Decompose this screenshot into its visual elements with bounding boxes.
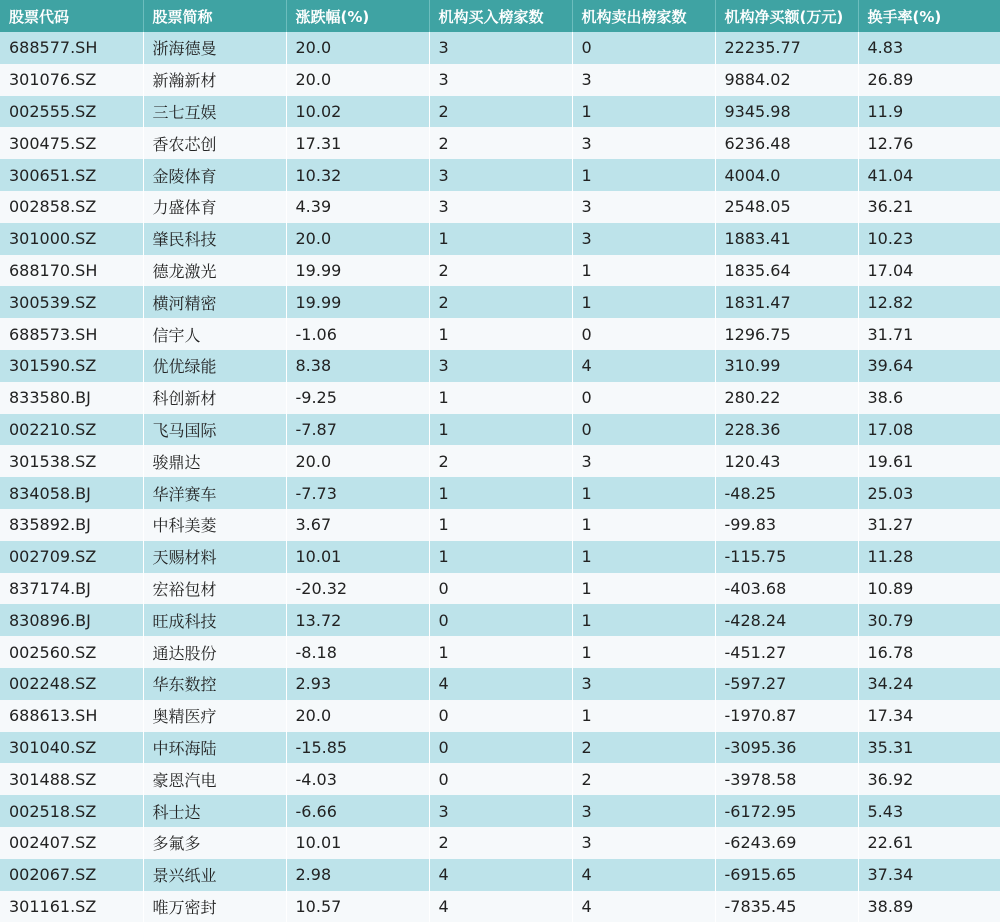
column-header-stock-name: 股票简称 (143, 0, 286, 32)
cell-inst-buy-count: 3 (429, 795, 572, 827)
cell-inst-buy-count: 1 (429, 541, 572, 573)
cell-inst-buy-count: 2 (429, 96, 572, 128)
cell-turnover-rate: 35.31 (867, 737, 914, 757)
cell-inst-net-buy: 9345.98 (715, 96, 858, 128)
cell-turnover-rate: 36.21 (867, 197, 914, 217)
cell-stock-name: 横河精密 (143, 286, 286, 318)
table-row (0, 509, 1000, 541)
cell-turnover-rate: 38.89 (867, 896, 914, 916)
cell-inst-sell-count: 1 (572, 159, 715, 191)
table-row (0, 382, 1000, 414)
cell-change-pct: 19.99 (286, 286, 429, 318)
cell-stock-name: 景兴纸业 (143, 859, 286, 891)
table-row (0, 96, 1000, 128)
column-header-change-pct: 涨跌幅(%) (286, 0, 429, 32)
cell-turnover-rate: 41.04 (867, 165, 914, 185)
table-body (0, 32, 1000, 922)
cell-change-pct: -6.66 (286, 795, 429, 827)
cell-stock-name: 科士达 (143, 795, 286, 827)
cell-inst-sell-count: 3 (572, 445, 715, 477)
cell-stock-name: 华洋赛车 (143, 477, 286, 509)
cell-stock-code: 834058.BJ (0, 477, 143, 509)
cell-change-pct: -15.85 (286, 732, 429, 764)
cell-change-pct: 20.0 (286, 223, 429, 255)
cell-stock-code: 301538.SZ (0, 445, 143, 477)
table-row (0, 32, 1000, 64)
cell-change-pct: 2.93 (286, 668, 429, 700)
cell-inst-buy-count: 3 (429, 159, 572, 191)
cell-change-pct: 20.0 (286, 32, 429, 64)
cell-turnover-rate: 11.9 (867, 101, 904, 121)
table-row (0, 255, 1000, 287)
cell-stock-name: 中科美菱 (143, 509, 286, 541)
cell-change-pct: -7.87 (286, 414, 429, 446)
cell-turnover-rate: 38.6 (867, 388, 904, 408)
table-row (0, 414, 1000, 446)
cell-inst-buy-count: 0 (429, 573, 572, 605)
cell-inst-net-buy: -451.27 (715, 636, 858, 668)
cell-change-pct: 4.39 (286, 191, 429, 223)
cell-stock-name: 浙海德曼 (143, 32, 286, 64)
cell-inst-buy-count: 0 (429, 604, 572, 636)
cell-change-pct: -9.25 (286, 382, 429, 414)
cell-inst-sell-count: 1 (572, 541, 715, 573)
cell-inst-net-buy: -7835.45 (715, 891, 858, 922)
cell-stock-name: 香农芯创 (143, 127, 286, 159)
cell-inst-net-buy: 228.36 (715, 414, 858, 446)
cell-stock-name: 新瀚新材 (143, 64, 286, 96)
cell-turnover-rate: 4.83 (867, 38, 904, 58)
cell-turnover-rate: 19.61 (867, 451, 914, 471)
cell-change-pct: -20.32 (286, 573, 429, 605)
cell-inst-buy-count: 3 (429, 350, 572, 382)
cell-stock-name: 科创新材 (143, 382, 286, 414)
table-row (0, 64, 1000, 96)
cell-stock-name: 信宇人 (143, 318, 286, 350)
cell-inst-sell-count: 4 (572, 350, 715, 382)
cell-inst-sell-count: 1 (572, 96, 715, 128)
cell-inst-sell-count: 0 (572, 32, 715, 64)
cell-change-pct: 10.57 (286, 891, 429, 922)
table-row (0, 636, 1000, 668)
cell-stock-code: 688577.SH (0, 32, 143, 64)
table-row (0, 286, 1000, 318)
cell-turnover-rate: 26.89 (867, 70, 914, 90)
cell-inst-buy-count: 2 (429, 286, 572, 318)
cell-stock-name: 金陵体育 (143, 159, 286, 191)
cell-inst-buy-count: 1 (429, 223, 572, 255)
column-header-stock-code: 股票代码 (0, 0, 143, 32)
cell-turnover-rate: 17.08 (867, 419, 914, 439)
cell-turnover-rate: 39.64 (867, 356, 914, 376)
cell-inst-net-buy: -6243.69 (715, 827, 858, 859)
cell-stock-code: 688170.SH (0, 255, 143, 287)
cell-inst-buy-count: 0 (429, 700, 572, 732)
cell-stock-code: 301076.SZ (0, 64, 143, 96)
cell-turnover-rate: 22.61 (867, 833, 914, 853)
cell-turnover-rate: 36.92 (867, 769, 914, 789)
cell-turnover-rate: 10.89 (867, 578, 914, 598)
cell-stock-code: 300539.SZ (0, 286, 143, 318)
cell-inst-net-buy: 4004.0 (715, 159, 858, 191)
cell-inst-net-buy: 1296.75 (715, 318, 858, 350)
cell-turnover-rate: 12.82 (867, 292, 914, 312)
cell-inst-buy-count: 4 (429, 859, 572, 891)
cell-turnover-rate: 10.23 (867, 229, 914, 249)
cell-change-pct: 20.0 (286, 700, 429, 732)
cell-change-pct: 3.67 (286, 509, 429, 541)
cell-inst-net-buy: 6236.48 (715, 127, 858, 159)
cell-inst-net-buy: -48.25 (715, 477, 858, 509)
cell-change-pct: 10.01 (286, 827, 429, 859)
cell-stock-name: 华东数控 (143, 668, 286, 700)
table-row (0, 763, 1000, 795)
cell-stock-code: 301488.SZ (0, 763, 143, 795)
cell-stock-code: 837174.BJ (0, 573, 143, 605)
cell-turnover-rate: 5.43 (867, 801, 904, 821)
cell-stock-code: 688573.SH (0, 318, 143, 350)
cell-turnover-rate: 11.28 (867, 547, 914, 567)
cell-inst-sell-count: 1 (572, 700, 715, 732)
table-row (0, 827, 1000, 859)
cell-stock-code: 301590.SZ (0, 350, 143, 382)
table-row (0, 795, 1000, 827)
cell-turnover-rate: 12.76 (867, 133, 914, 153)
cell-turnover-rate: 25.03 (867, 483, 914, 503)
cell-stock-code: 833580.BJ (0, 382, 143, 414)
header-row (0, 0, 1000, 32)
cell-stock-code: 300651.SZ (0, 159, 143, 191)
cell-change-pct: 10.02 (286, 96, 429, 128)
cell-inst-sell-count: 3 (572, 795, 715, 827)
cell-inst-sell-count: 4 (572, 891, 715, 922)
cell-stock-code: 002210.SZ (0, 414, 143, 446)
cell-inst-buy-count: 2 (429, 255, 572, 287)
table-row (0, 732, 1000, 764)
cell-inst-sell-count: 2 (572, 763, 715, 795)
cell-inst-net-buy: 1883.41 (715, 223, 858, 255)
cell-inst-net-buy: -6915.65 (715, 859, 858, 891)
cell-inst-sell-count: 3 (572, 191, 715, 223)
cell-stock-name: 德龙激光 (143, 255, 286, 287)
table-row (0, 318, 1000, 350)
cell-change-pct: 8.38 (286, 350, 429, 382)
cell-inst-net-buy: -597.27 (715, 668, 858, 700)
cell-turnover-rate: 17.04 (867, 260, 914, 280)
cell-inst-buy-count: 0 (429, 732, 572, 764)
cell-inst-buy-count: 3 (429, 64, 572, 96)
cell-inst-buy-count: 3 (429, 191, 572, 223)
cell-inst-net-buy: -403.68 (715, 573, 858, 605)
cell-inst-net-buy: 9884.02 (715, 64, 858, 96)
cell-inst-sell-count: 3 (572, 223, 715, 255)
cell-change-pct: 10.01 (286, 541, 429, 573)
cell-inst-buy-count: 1 (429, 382, 572, 414)
cell-change-pct: -4.03 (286, 763, 429, 795)
table-row (0, 700, 1000, 732)
cell-stock-code: 002709.SZ (0, 541, 143, 573)
cell-turnover-rate: 31.27 (867, 515, 914, 535)
cell-change-pct: -7.73 (286, 477, 429, 509)
table-row (0, 127, 1000, 159)
cell-stock-name: 优优绿能 (143, 350, 286, 382)
cell-stock-code: 002518.SZ (0, 795, 143, 827)
cell-stock-name: 奥精医疗 (143, 700, 286, 732)
cell-inst-net-buy: -6172.95 (715, 795, 858, 827)
cell-stock-name: 肇民科技 (143, 223, 286, 255)
cell-inst-buy-count: 2 (429, 127, 572, 159)
cell-turnover-rate: 17.34 (867, 706, 914, 726)
cell-inst-sell-count: 1 (572, 604, 715, 636)
table-header (0, 0, 1000, 32)
cell-turnover-rate: 31.71 (867, 324, 914, 344)
cell-stock-name: 中环海陆 (143, 732, 286, 764)
table-row (0, 668, 1000, 700)
cell-change-pct: 20.0 (286, 64, 429, 96)
cell-inst-net-buy: -428.24 (715, 604, 858, 636)
cell-stock-name: 骏鼎达 (143, 445, 286, 477)
cell-change-pct: 13.72 (286, 604, 429, 636)
table-row (0, 191, 1000, 223)
table-row (0, 350, 1000, 382)
cell-inst-sell-count: 3 (572, 127, 715, 159)
cell-turnover-rate: 16.78 (867, 642, 914, 662)
cell-inst-sell-count: 0 (572, 382, 715, 414)
cell-change-pct: 17.31 (286, 127, 429, 159)
cell-change-pct: -8.18 (286, 636, 429, 668)
column-header-turnover-rate: 换手率(%) (867, 7, 942, 26)
cell-stock-name: 宏裕包材 (143, 573, 286, 605)
cell-inst-buy-count: 1 (429, 477, 572, 509)
cell-inst-sell-count: 0 (572, 414, 715, 446)
cell-stock-code: 300475.SZ (0, 127, 143, 159)
cell-inst-buy-count: 2 (429, 445, 572, 477)
cell-inst-net-buy: 1831.47 (715, 286, 858, 318)
cell-change-pct: 19.99 (286, 255, 429, 287)
cell-inst-sell-count: 1 (572, 477, 715, 509)
cell-inst-buy-count: 3 (429, 32, 572, 64)
cell-inst-sell-count: 1 (572, 573, 715, 605)
cell-stock-name: 唯万密封 (143, 891, 286, 922)
cell-inst-sell-count: 1 (572, 509, 715, 541)
cell-stock-code: 301000.SZ (0, 223, 143, 255)
cell-inst-buy-count: 0 (429, 763, 572, 795)
cell-inst-sell-count: 3 (572, 827, 715, 859)
cell-stock-name: 通达股份 (143, 636, 286, 668)
cell-turnover-rate: 30.79 (867, 610, 914, 630)
cell-inst-sell-count: 2 (572, 732, 715, 764)
cell-stock-name: 多氟多 (143, 827, 286, 859)
cell-stock-code: 002858.SZ (0, 191, 143, 223)
cell-stock-code: 830896.BJ (0, 604, 143, 636)
table-row (0, 604, 1000, 636)
cell-stock-name: 旺成科技 (143, 604, 286, 636)
cell-inst-buy-count: 1 (429, 636, 572, 668)
cell-inst-net-buy: -115.75 (715, 541, 858, 573)
cell-inst-net-buy: 2548.05 (715, 191, 858, 223)
table-row (0, 445, 1000, 477)
cell-stock-code: 688613.SH (0, 700, 143, 732)
cell-inst-sell-count: 1 (572, 636, 715, 668)
cell-inst-buy-count: 4 (429, 668, 572, 700)
column-header-inst-buy-count: 机构买入榜家数 (429, 0, 572, 32)
cell-inst-sell-count: 3 (572, 64, 715, 96)
cell-stock-name: 三七互娱 (143, 96, 286, 128)
cell-inst-net-buy: -1970.87 (715, 700, 858, 732)
table-row (0, 477, 1000, 509)
cell-inst-sell-count: 3 (572, 668, 715, 700)
cell-stock-code: 301161.SZ (0, 891, 143, 922)
cell-inst-sell-count: 1 (572, 286, 715, 318)
cell-stock-code: 002560.SZ (0, 636, 143, 668)
cell-inst-net-buy: 120.43 (715, 445, 858, 477)
cell-inst-net-buy: 22235.77 (715, 32, 858, 64)
cell-inst-sell-count: 1 (572, 255, 715, 287)
cell-turnover-rate: 34.24 (867, 674, 914, 694)
column-header-inst-net-buy: 机构净买额(万元) (715, 0, 858, 32)
table-row (0, 573, 1000, 605)
cell-stock-code: 002555.SZ (0, 96, 143, 128)
cell-inst-sell-count: 4 (572, 859, 715, 891)
table-row (0, 891, 1000, 922)
cell-inst-buy-count: 1 (429, 414, 572, 446)
cell-stock-code: 835892.BJ (0, 509, 143, 541)
cell-inst-net-buy: -3978.58 (715, 763, 858, 795)
cell-change-pct: 2.98 (286, 859, 429, 891)
cell-inst-net-buy: 1835.64 (715, 255, 858, 287)
cell-inst-buy-count: 2 (429, 827, 572, 859)
cell-turnover-rate: 37.34 (867, 865, 914, 885)
cell-stock-code: 002067.SZ (0, 859, 143, 891)
cell-change-pct: 20.0 (286, 445, 429, 477)
cell-stock-name: 飞马国际 (143, 414, 286, 446)
column-header-inst-sell-count: 机构卖出榜家数 (572, 0, 715, 32)
cell-stock-code: 301040.SZ (0, 732, 143, 764)
cell-inst-buy-count: 4 (429, 891, 572, 922)
cell-inst-buy-count: 1 (429, 318, 572, 350)
table-row (0, 859, 1000, 891)
cell-stock-name: 力盛体育 (143, 191, 286, 223)
cell-inst-net-buy: -3095.36 (715, 732, 858, 764)
cell-inst-net-buy: 310.99 (715, 350, 858, 382)
cell-inst-net-buy: -99.83 (715, 509, 858, 541)
cell-stock-name: 豪恩汽电 (143, 763, 286, 795)
cell-change-pct: -1.06 (286, 318, 429, 350)
cell-inst-net-buy: 280.22 (715, 382, 858, 414)
cell-stock-code: 002407.SZ (0, 827, 143, 859)
cell-stock-name: 天赐材料 (143, 541, 286, 573)
table-row (0, 541, 1000, 573)
cell-change-pct: 10.32 (286, 159, 429, 191)
cell-stock-code: 002248.SZ (0, 668, 143, 700)
cell-inst-buy-count: 1 (429, 509, 572, 541)
table-row (0, 223, 1000, 255)
table-row (0, 159, 1000, 191)
cell-inst-sell-count: 0 (572, 318, 715, 350)
